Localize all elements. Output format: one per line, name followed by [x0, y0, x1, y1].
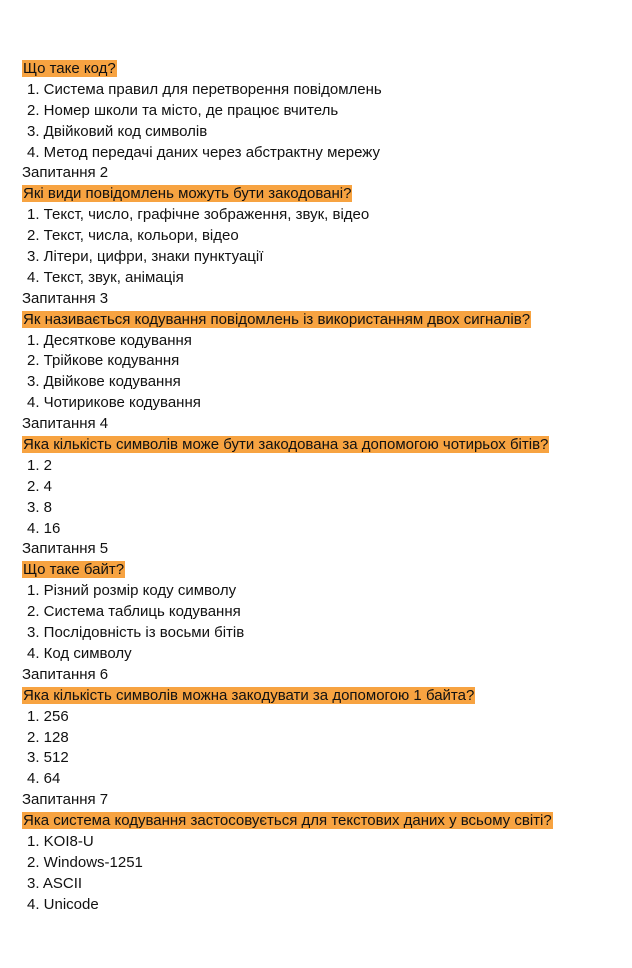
answer-option: 4. Текст, звук, анімація: [27, 268, 184, 286]
answer-option: 4. Unicode: [27, 895, 99, 913]
answer-option: 1. 256: [27, 707, 69, 725]
answer-option: 2. 4: [27, 477, 53, 495]
question-text: Яка система кодування застосовується для текстових даних у всьому світі?: [23, 812, 552, 830]
answer-option: 4. Чотирикове кодування: [27, 394, 201, 412]
answer-option: 3. Літери, цифри, знаки пунктуації: [27, 248, 264, 266]
answer-option: 2. 128: [27, 728, 69, 746]
answer-option: 2. Система таблиць кодування: [27, 603, 241, 621]
question-text-row: [22, 310, 632, 331]
question-label: Запитання 5: [22, 540, 109, 558]
answer-option: 2. Текст, числа, кольори, відео: [27, 227, 239, 245]
answer-option: 4. 64: [27, 770, 61, 788]
answer-option: 2. Windows-1251: [27, 853, 143, 871]
answer-option: 1. Система правил для перетворення повідомлень: [27, 80, 382, 98]
question-text-row: [22, 686, 632, 707]
question-text-row: [22, 560, 632, 581]
question-label: Запитання 2: [22, 164, 109, 182]
question-label: Запитання 3: [22, 289, 109, 307]
question-label: Запитання 4: [22, 415, 109, 433]
answer-option: 4. Код символу: [27, 644, 132, 662]
answer-option: 2. Номер школи та місто, де працює вчитель: [27, 101, 339, 119]
answer-option: 1. 2: [27, 456, 53, 474]
question-label: Запитання 6: [22, 665, 109, 683]
question-text-row: [22, 184, 632, 205]
answer-option: 2. Трійкове кодування: [27, 352, 180, 370]
question-text: Що таке код?: [23, 60, 116, 77]
answer-option: 1. Текст, число, графічне зображення, звук, відео: [27, 206, 370, 224]
question-label: Запитання 7: [22, 791, 109, 809]
answer-option: 4. 16: [27, 519, 61, 537]
answer-option: 3. 512: [27, 749, 69, 767]
question-text: Яка кількість символів можна закодувати за допомогою 1 байта?: [23, 686, 475, 704]
question-text-row: [22, 59, 632, 80]
question-text: Яка кількість символів може бути закодована за допомогою чотирьох бітів?: [23, 436, 549, 454]
answer-option: 1. Десяткове кодування: [27, 331, 192, 349]
answer-option: 4. Метод передачі даних через абстрактну мережу: [27, 143, 380, 161]
question-text: Які види повідомлень можуть бути закодовані?: [23, 185, 352, 203]
answer-option: 1. Різний розмір коду символу: [27, 582, 237, 600]
question-text-row: [22, 435, 632, 456]
answer-option: 3. ASCII: [27, 874, 83, 892]
answer-option: 3. Двійковий код символів: [27, 122, 208, 140]
answer-option: 3. Послідовність із восьми бітів: [27, 624, 245, 642]
question-text: Що таке байт?: [23, 561, 125, 579]
answer-option: 3. Двійкове кодування: [27, 373, 181, 391]
question-text-row: [22, 811, 632, 832]
question-text: Як називається кодування повідомлень із використанням двох сигналів?: [23, 310, 531, 328]
answer-option: 1. KOI8-U: [27, 832, 94, 850]
answer-option: 3. 8: [27, 498, 53, 516]
